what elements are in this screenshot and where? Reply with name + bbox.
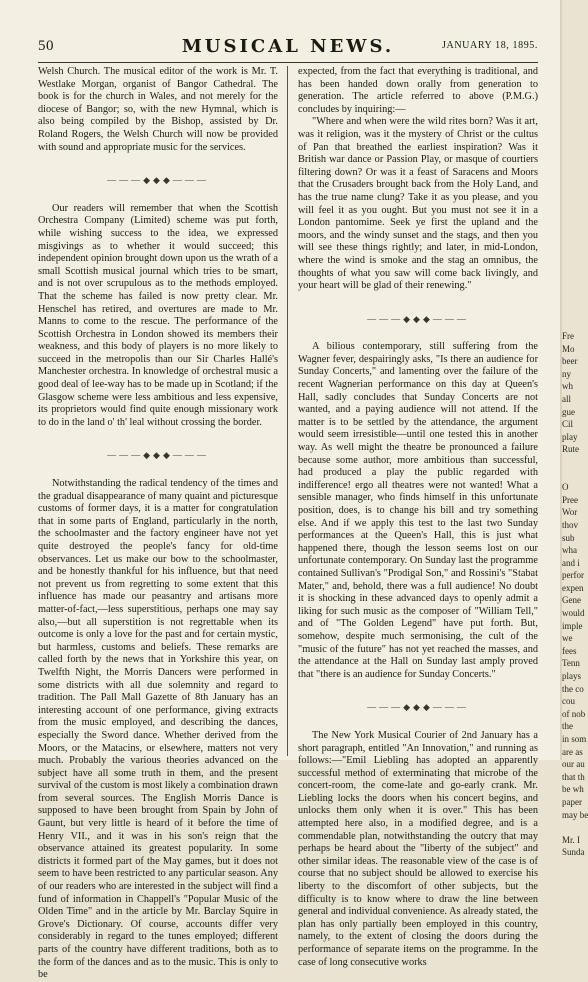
adjacent-page-fragment: thov (562, 519, 579, 530)
page-header (38, 36, 538, 58)
adjacent-page-fragment: Wor (562, 507, 578, 518)
adjacent-page-fragment: wh (562, 381, 573, 392)
issue-date: JANUARY 18, 1895. (442, 40, 538, 51)
paragraph-scottish-orchestra: Our readers will remember that when the Scottish Orchestra Company (Limited) scheme was put forth, while wishing success to the idea, we expressed misgivings as to whether it would succeed; this independent opinion brought down upon us the wrath of a small Scottish musical journal which tries to be smart, and is not over scrupulous as to the methods employed. That the scheme has failed is now pretty clear. Mr. Henschel has retired, and overtures are made to Mr. Manns to come to the rescue. The performance of the Scottish Orchestra in London showed its members their weakness, and this body of players is no more likely to succeed in the metropolis than our Sir Charles Hallé's Manchester orchestra. In knowledge of orchestral music a good deal of lee-way has to be made up in Scotland; if the Glasgow scheme were less ambitious and less expensive, its proprietors would find quite enough missionary work to do in the land o' th' leal without crossing the border. (38, 202, 278, 428)
section-separator: ———◆◆◆——— (107, 175, 209, 186)
adjacent-page-fragment: perfor (562, 570, 584, 581)
section-separator: ———◆◆◆——— (107, 450, 209, 461)
adjacent-page-fragment: wha (562, 545, 577, 556)
adjacent-page-fragment: Mo (562, 343, 575, 354)
adjacent-page-fragment: play (562, 431, 578, 442)
adjacent-page-fragment: in som (562, 734, 587, 744)
adjacent-page-fragment: and i (562, 557, 580, 568)
header-rule (38, 62, 538, 63)
left-column (38, 66, 278, 981)
adjacent-page-fragment (562, 469, 587, 482)
adjacent-page-fragment: Cil (562, 419, 574, 430)
adjacent-page-fragment: of nob (562, 708, 586, 719)
adjacent-page-fragment (562, 821, 587, 834)
column-divider (287, 66, 288, 756)
adjacent-page-fragment: Pree (562, 494, 578, 505)
adjacent-page-fragment (562, 456, 587, 469)
adjacent-page-fragment: expen (562, 582, 584, 593)
adjacent-page-fragment: the (562, 721, 573, 732)
paragraph-pmg-quote: "Where and when were the wild rites born? Was it art, was it religion, was it the mystery of Christ or the cultus of Pan that breathed the earliest inspiration? Was it British war dance or Passion Play, or masque of courtiers filtering down? Or was it a feast of Saracens and Moors that the Crusaders brought back from the Holy Land, and has the true name clung? Take it as you please, and you will feel it as you ought. But you must not see it in a London pantomime. Seek ye first the upland and the moors, and the windy sunset and the stags, and then you will see these things rightly; and later, in mid-London, where the wind is smoke and the stag an omnibus, the thoughts of what you saw will come back livingly, and your heart will be glad of their renewing." (298, 116, 538, 292)
adjacent-page-fragment: the co (562, 683, 584, 694)
adjacent-page-fragment: imple (562, 620, 583, 631)
adjacent-page-fragment: Mr. I (562, 834, 580, 845)
adjacent-page-fragment: that th (562, 771, 585, 782)
adjacent-page-fragment: Sunda (562, 847, 585, 858)
adjacent-page-fragment: gue (562, 406, 575, 417)
paragraph-sunday-concerts: A bilious contemporary, still suffering from the Wagner fever, despairingly asks, "Is there an audience for Sunday Concerts," and lamenting over the failure of the recent Wagnerian performance on this day at Queen's Hall, sadly concludes that Sunday Concerts are not wanted, and a paying audience will not attend. If the matter is to be settled by the attendance, the argument would seem irresistible—until one tested this in another way. As well might the theatre be pronounced a failure because some author, more ambitious than successful, had produced a play the public regarded with indifference! ergo all theatres were not wanted! What a sensible manager, who finds himself in this unfortunate position, does, is to change his bill and try something else. And if we apply this test to the last two Sunday performances at the Queen's Hall, this is just what happened there, though the lesson seems lost on our unfortunate contemporary. On Sunday last the programme contained Sullivan's "Prodigal Son," and Rossini's "Stabat Mater," and, behold, there was a full audience! No doubt it is shocking in these advanced days to openly admit a liking for such music as the composer of "William Tell," and of "The Golden Legend" have put forth. But, somehow, despite much sermonising, the cult of the "music of the future" has not yet reached the masses, and the attendance at the Hall on Sunday last amply proved that "there is an audience for Sunday Concerts." (298, 341, 538, 680)
adjacent-page-fragment: plays (562, 671, 581, 682)
adjacent-page-fragment: ny (562, 368, 571, 379)
section-separator: ———◆◆◆——— (367, 702, 469, 713)
adjacent-page-fragment: Gene (562, 595, 581, 606)
adjacent-page-fragment: beer (562, 356, 578, 367)
adjacent-page-fragment: our au (562, 759, 585, 770)
adjacent-page-fragment: are as (562, 746, 583, 757)
right-column (298, 66, 538, 968)
paragraph-morris-dancers: Notwithstanding the radical tendency of the times and the gradual disappearance of many quaint and picturesque customs of former days, it is a matter for congratulation that in some parts of England, particularly in the north, the schoolmaster and the factory engineer have not yet quite destroyed the people's fancy for old-time observances. Let us make our bow to the schoolmaster, and be honestly thankful for his influence, but that need not prevent us from regretting to some extent that this influence has made our peasantry and artisans more matter-of-fact,—less superstitious, perhaps one may say also,—but all superstition is not regrettable when its outcome is only a love for the past and for certain mystic, but harmless, customs and beliefs. These remarks are called forth by the news that in Yorkshire this year, on Twelfth Night, the Morris Dancers were performed in some districts with all due solemnity and regard to tradition. The Pall Mall Gazette of 8th January has an interesting account of one performance, giving extracts from the music employed, and describing the dances, especially the Sword dance. Whether derived from the Moors, or the Matacins, or elsewhere, matters not very much. Probably the various theories advanced on the subject have all some truth in them, and the present survival of the custom is most likely a combination drawn from several sources. The English Morris Dance is supposed to have been brought from Spain by John of Gaunt, but very little is heard of it before the time of Henry VII., and it was in his son's reign that the observance attained its greatest popularity. In some districts it formed part of the May games, but it does not seem to have been restricted to any particular season. Any of our readers who are interested in the subject will find a fund of information in Chappell's "Popular Music of the Olden Time" and in the article by Mr. Barclay Squire in Grove's Dictionary. Of course, accounts differ very considerably in regard to the tunes employed; different parts of the country have different traditions, both as to the form of the dances and as to the music. This is only to be (38, 478, 278, 981)
masthead-title: MUSICAL NEWS. (181, 36, 395, 57)
adjacent-page-fragment: all (562, 393, 571, 404)
adjacent-page-fragment: Rute (562, 444, 579, 455)
paragraph-welsh-church: Welsh Church. The musical editor of the work is Mr. T. Westlake Morgan, organist of Bangor Cathedral. The book is for the church in Wales, and not merely for the diocese of Bangor; so, with the new Hymnal, which is also being compiled by the Bishop, assisted by Dr. Roland Rogers, the Welsh Church will now be provided with sound and appropriate music for the services. (38, 66, 278, 153)
adjacent-page-fragment: be wh (562, 784, 584, 795)
adjacent-page-fragment: would (562, 608, 585, 619)
adjacent-page-fragment: cou (562, 696, 575, 707)
adjacent-page-fragment: Tenn (562, 658, 580, 669)
adjacent-page-fragment: fees (562, 645, 577, 656)
adjacent-page-fragment: we (562, 633, 573, 644)
paragraph-new-york-courier: The New York Musical Courier of 2nd January has a short paragraph, entitled "An Innovation," and running as follows:—"Emil Liebling has adopted an apparently successful method of exterminating that microbe of the concert-room, the come-late and go-early crank. Mr. Liebling locks the doors when his concert begins, and unlocks them only when it is over." This has been attempted here also, in a modified degree, and is a commendable plan, notwithstanding the outcry that may perhaps be heard about the "liberty of the subject" and other similar ideas. The reasonable view of the case is of course that no subject should be allowed to exercise his liberty to the discomfort of other subjects, but the difficulty is to know where to draw the line between general and individual convenience. As already stated, the plan has only partially been employed in this country, namely, to the extent of closing the doors during the performance of separate items on the programme. In the case of long consecutive works (298, 729, 538, 968)
page-number: 50 (38, 38, 54, 54)
section-separator: ———◆◆◆——— (367, 313, 469, 324)
paragraph-pmg-continuation: expected, from the fact that everything is traditional, and has been handed down orally from generation to generation. The article referred to above (P.M.G.) concludes by inquiring:— (298, 66, 538, 115)
adjacent-page-fragment: may be (562, 809, 588, 820)
adjacent-page-fragment: O (562, 482, 569, 493)
adjacent-page-fragments (562, 330, 587, 859)
adjacent-page-fragment: Fre (562, 331, 574, 341)
adjacent-page-fragment: paper (562, 796, 582, 807)
adjacent-page-fragment: sub (562, 532, 575, 543)
